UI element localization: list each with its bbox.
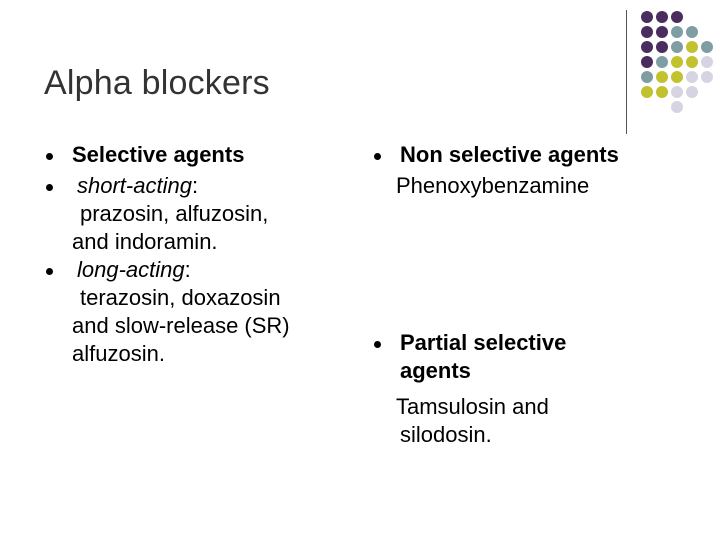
decorative-dot [641, 56, 653, 68]
item-detail-line: alfuzosin. [72, 341, 165, 366]
item-label: short-acting [77, 173, 192, 198]
item-heading: Partial selective [400, 330, 567, 355]
decorative-dot [671, 86, 683, 98]
decorative-dot [701, 41, 713, 53]
decorative-dot [686, 71, 698, 83]
item-detail-line: and indoramin. [72, 229, 218, 254]
divider-line [626, 10, 627, 134]
decorative-dot [671, 56, 683, 68]
item-detail-line: Phenoxybenzamine [396, 173, 590, 198]
item-heading: Non selective agents [400, 142, 619, 167]
decorative-dot [641, 11, 653, 23]
decorative-dot [641, 41, 653, 53]
bullet-icon [46, 268, 53, 275]
list-item-selective [44, 141, 344, 169]
decorative-dot [701, 71, 713, 83]
item-label-suffix: : [184, 257, 191, 282]
decorative-dot [641, 86, 653, 98]
item-detail-line: and slow-release (SR) [72, 313, 290, 338]
decorative-dot [656, 11, 668, 23]
decorative-dot [656, 86, 668, 98]
list-item-partial-selective [372, 329, 702, 449]
right-column [372, 141, 702, 200]
item-detail-line: silodosin. [400, 422, 492, 447]
decorative-dot [686, 56, 698, 68]
bullet-icon [374, 341, 381, 348]
decorative-dot [671, 26, 683, 38]
decorative-dot [656, 26, 668, 38]
bullet-icon [46, 184, 53, 191]
decorative-dot [686, 41, 698, 53]
item-label: long-acting [77, 257, 185, 282]
list-item-short-acting [44, 172, 344, 256]
bullet-icon [374, 153, 381, 160]
item-detail-line: Tamsulosin and [396, 394, 549, 419]
item-label-suffix: : [191, 173, 199, 198]
item-detail-line: prazosin, alfuzosin, [80, 201, 269, 226]
decorative-dot [656, 56, 668, 68]
decorative-dot [641, 26, 653, 38]
decorative-dot [641, 71, 653, 83]
right-column-lower [372, 329, 702, 449]
slide-title: Alpha blockers [44, 64, 270, 102]
bullet-icon [46, 153, 53, 160]
item-detail-line: terazosin, doxazosin [80, 285, 281, 310]
left-column [44, 141, 344, 368]
decorative-dot [671, 41, 683, 53]
item-heading: agents [400, 358, 471, 383]
decorative-dot [686, 86, 698, 98]
decorative-dot [656, 41, 668, 53]
decorative-dot [656, 71, 668, 83]
item-heading: Selective agents [72, 142, 245, 167]
decorative-dot [671, 11, 683, 23]
list-item-long-acting [44, 256, 344, 368]
decorative-dot [686, 26, 698, 38]
decorative-dot [671, 71, 683, 83]
list-item-non-selective [372, 141, 702, 200]
decorative-dot [671, 101, 683, 113]
decorative-dot [701, 56, 713, 68]
